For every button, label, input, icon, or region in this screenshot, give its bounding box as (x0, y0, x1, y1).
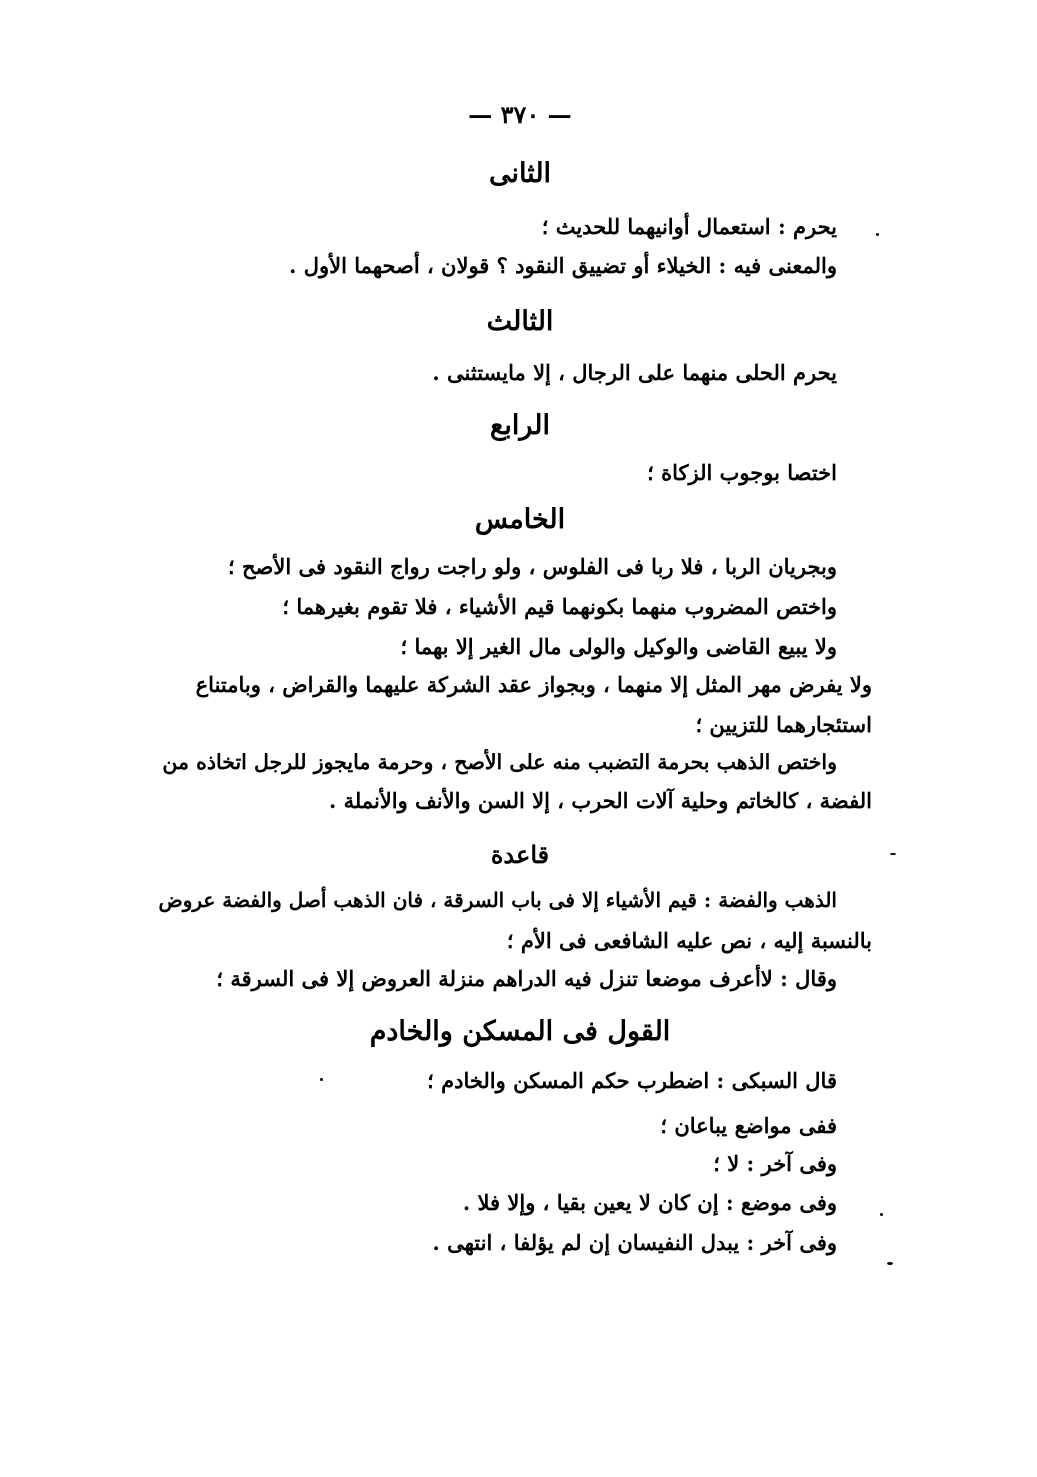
text-line: وفى موضع : إن كان لا يعين بقيا ، وإلا فلا . (462, 1190, 837, 1215)
text-line: وبجريان الربا ، فلا ربا فى الفلوس ، ولو راجت رواج النقود فى الأصح ؛ (228, 554, 837, 579)
heading-third: الثالث (486, 306, 554, 337)
page-number: — ٣٧٠ — (468, 100, 572, 129)
text-line: الفضة ، كالخاتم وحلية آلات الحرب ، إلا السن والأنف والأنملة . (328, 788, 872, 813)
text-line: وقال : لاأعرف موضعا تنزل فيه الدراهم منزلة العروض إلا فى السرقة ؛ (216, 966, 837, 991)
text-line: واختص المضروب منهما بكونهما قيم الأشياء ، فلا تقوم بغيرهما ؛ (282, 594, 837, 619)
text-line: ولا يبيع القاضى والوكيل والولى مال الغير إلا بهما ؛ (400, 634, 837, 659)
scan-speck (320, 1078, 323, 1081)
text-line: اختصا بوجوب الزكاة ؛ (647, 460, 837, 485)
text-line: بالنسبة إليه ، نص عليه الشافعى فى الأم ؛ (506, 928, 872, 953)
scan-speck (876, 233, 879, 236)
text-line: وفى آخر : لا ؛ (713, 1151, 837, 1176)
text-line: واختص الذهب بحرمة التضبب منه على الأصح ، وحرمة مايجوز للرجل اتخاذه من (162, 750, 837, 774)
text-line: يحرم : استعمال أوانيهما للحديث ؛ (541, 214, 837, 239)
scan-speck (887, 1262, 893, 1265)
heading-dwelling: القول فى المسكن والخادم (369, 1016, 671, 1047)
scan-speck (890, 853, 896, 855)
text-line: الذهب والفضة : قيم الأشياء إلا فى باب السرقة ، فان الذهب أصل والفضة عروض (158, 888, 837, 912)
scan-speck (880, 1213, 883, 1216)
heading-fifth: الخامس (474, 504, 566, 535)
heading-fourth: الرابع (489, 410, 550, 441)
text-line: ولا يفرض مهر المثل إلا منهما ، وبجواز عقد الشركة عليهما والقراض ، وبامتناع (195, 672, 872, 697)
text-line: وفى آخر : يبدل النفيسان إن لم يؤلفا ، انتهى . (432, 1230, 837, 1255)
heading-second: الثانى (488, 158, 552, 189)
text-line: قال السبكى : اضطرب حكم المسكن والخادم ؛ (427, 1068, 837, 1093)
heading-rule: قاعدة (490, 840, 550, 869)
text-line: يحرم الحلى منهما على الرجال ، إلا مايستثنى . (432, 360, 837, 385)
text-line: ففى مواضع يباعان ؛ (660, 1113, 837, 1138)
text-line: والمعنى فيه : الخيلاء أو تضييق النقود ؟ قولان ، أصحهما الأول . (289, 253, 837, 278)
text-line: استئجارهما للتزيين ؛ (695, 712, 872, 737)
